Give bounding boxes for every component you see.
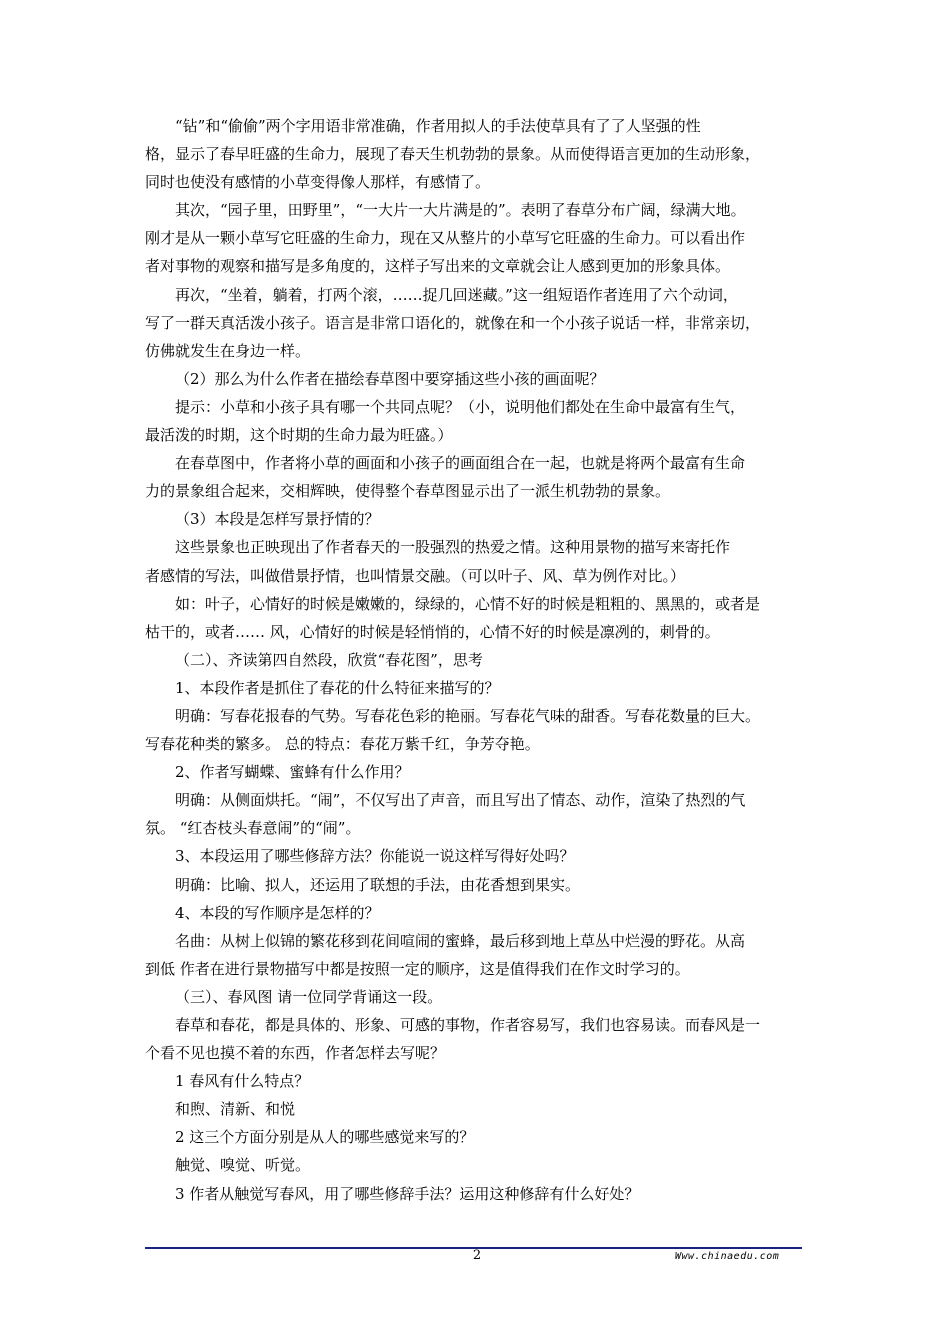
text-line: 提示：小草和小孩子具有哪一个共同点呢？（小，说明他们都处在生命中最富有生气， (175, 397, 746, 416)
text-line: 1 春风有什么特点？ (175, 1072, 310, 1091)
text-line: 再次，“坐着，躺着，打两个滚，……捉几回迷藏。”这一组短语作者连用了六个动词， (175, 285, 738, 304)
text-line: 个看不见也摸不着的东西，作者怎样去写呢？ (145, 1044, 446, 1063)
text-line: 触觉、嗅觉、听觉。 (175, 1156, 311, 1175)
text-line: 3 作者从触觉写春风，用了哪些修辞手法？运用这种修辞有什么好处？ (175, 1184, 640, 1203)
text-line: 格，显示了春早旺盛的生命力，展现了春天生机勃勃的景象。从而使得语言更加的生动形象， (145, 145, 761, 164)
text-line: 2 这三个方面分别是从人的哪些感觉来写的？ (175, 1128, 475, 1147)
text-line: 者感情的写法，叫做借景抒情，也叫情景交融。（可以叶子、风、草为例作对比。） (145, 566, 686, 585)
text-line: 3、本段运用了哪些修辞方法？你能说一说这样写得好处吗？ (175, 847, 575, 866)
text-line: 枯干的，或者…… 风，心情好的时候是轻悄悄的，心情不好的时候是凛冽的，刺骨的。 (145, 622, 720, 641)
text-line: 明确：写春花报春的气势。写春花色彩的艳丽。写春花气味的甜香。写春花数量的巨大。 (175, 706, 761, 725)
text-line: “钻”和“偷偷”两个字用语非常准确，作者用拟人的手法使草具有了了人坚强的性 (175, 117, 701, 135)
page-number: 2 (472, 1248, 482, 1263)
text-line: （二）、齐读第四自然段，欣赏“春花图”，思考 (175, 650, 483, 669)
text-line: 仿佛就发生在身边一样。 (145, 341, 311, 360)
text-line: 写春花种类的繁多。 总的特点：春花万紫千红，争芳夺艳。 (145, 735, 540, 754)
text-line: 1、本段作者是抓住了春花的什么特征来描写的？ (175, 678, 500, 697)
text-line: 2、作者写蝴蝶、蜜蜂有什么作用？ (175, 763, 410, 782)
text-line: （2）那么为什么作者在描绘春草图中要穿插这些小孩的画面呢？ (175, 369, 605, 388)
text-line: 其次，“园子里，田野里”，“一大片一大片满是的”。表明了春草分布广阔，绿满大地。 (175, 201, 746, 220)
text-line: 春草和春花，都是具体的、形象、可感的事物，作者容易写，我们也容易读。而春风是一 (175, 1016, 761, 1034)
document-body (145, 112, 805, 1208)
text-line: 明确：从侧面烘托。“闹”，不仅写出了声音，而且写出了情态、动作，渲染了热烈的气 (175, 791, 746, 810)
text-line: 刚才是从一颗小草写它旺盛的生命力，现在又从整片的小草写它旺盛的生命力。可以看出作 (145, 229, 746, 248)
text-line: 如：叶子，心情好的时候是嫩嫩的，绿绿的，心情不好的时候是粗粗的、黑黑的，或者是 (175, 594, 761, 613)
text-line: 4、本段的写作顺序是怎样的？ (175, 903, 380, 922)
text-line: 到低 作者在进行景物描写中都是按照一定的顺序，这是值得我们在作文时学习的。 (145, 959, 690, 978)
text-line: 者对事物的观察和描写是多角度的，这样子写出来的文章就会让人感到更加的形象具体。 (145, 257, 731, 276)
text-line: 写了一群天真活泼小孩子。语言是非常口语化的，就像在和一个小孩子说话一样，非常亲切， (145, 313, 761, 332)
text-line: 名曲：从树上似锦的繁花移到花间喧闹的蜜蜂，最后移到地上草丛中烂漫的野花。从高 (175, 931, 746, 950)
text-line: 力的景象组合起来，交相辉映，使得整个春草图显示出了一派生机勃勃的景象。 (145, 482, 671, 501)
text-line: 明确：比喻、拟人，还运用了联想的手法，由花香想到果实。 (175, 875, 581, 894)
text-line: 和煦、清新、和悦 (175, 1100, 296, 1119)
text-line: 最活泼的时期，这个时期的生命力最为旺盛。） (145, 426, 453, 445)
text-line: 同时也使没有感情的小草变得像人那样，有感情了。 (145, 173, 491, 192)
footer-url: Www.chinaedu.com (675, 1251, 780, 1262)
text-line: 这些景象也正映现出了作者春天的一股强烈的热爱之情。这种用景物的描写来寄托作 (175, 538, 731, 557)
text-line: （三）、春风图 请一位同学背诵这一段。 (175, 987, 443, 1006)
text-line: 氛。 “红杏枝头春意闹”的“闹”。 (145, 819, 361, 838)
text-line: （3）本段是怎样写景抒情的？ (175, 510, 380, 529)
text-line: 在春草图中，作者将小草的画面和小孩子的画面组合在一起，也就是将两个最富有生命 (175, 454, 746, 473)
